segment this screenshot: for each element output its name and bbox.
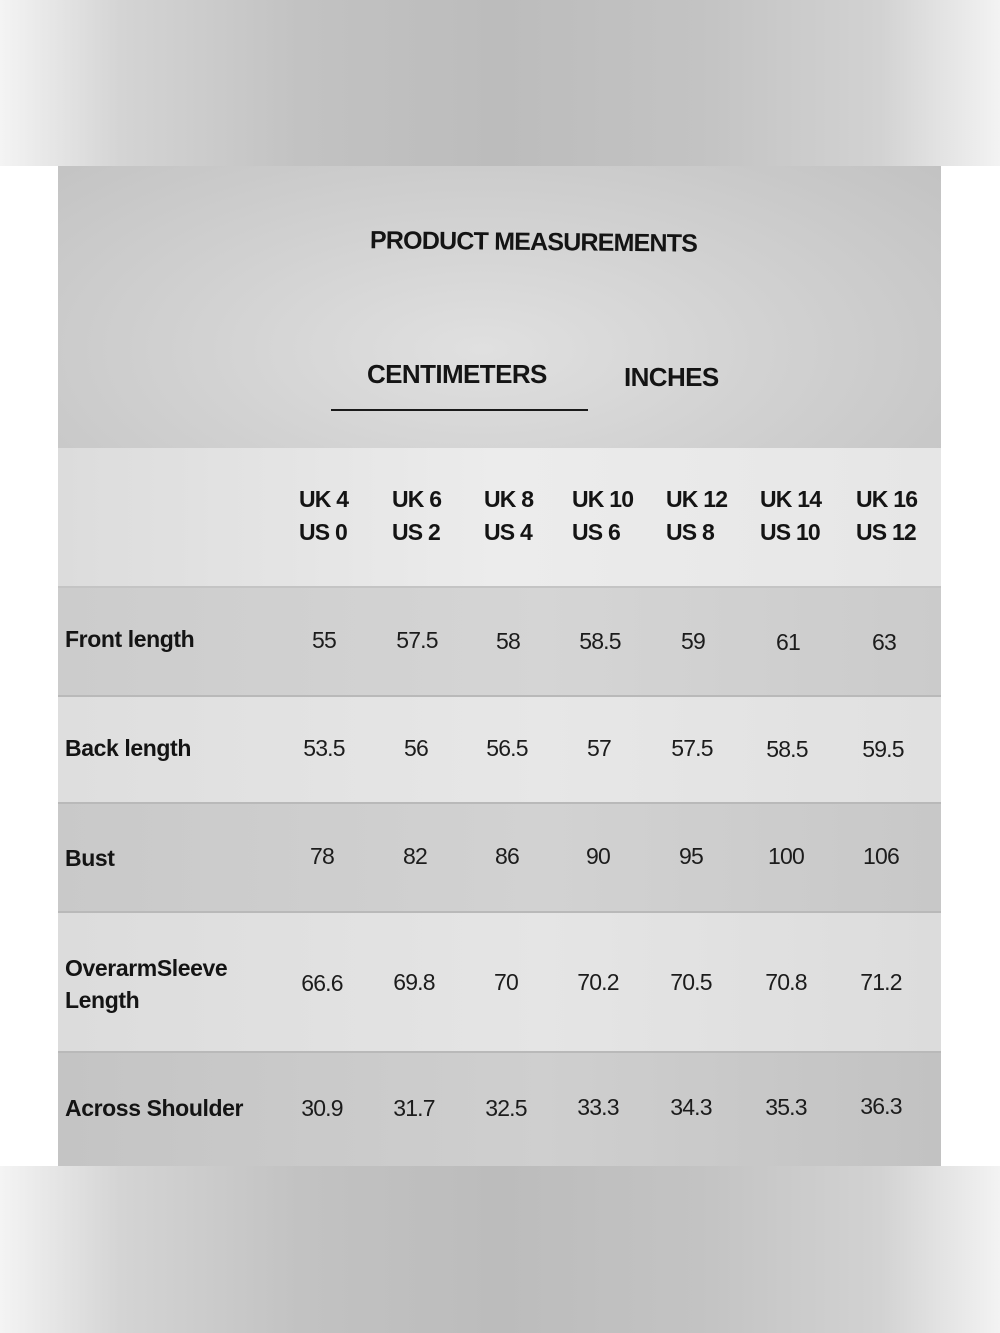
table-row xyxy=(58,913,941,1053)
size-column-uk8 xyxy=(484,483,584,549)
row-label-back-length: Back length xyxy=(65,735,191,761)
table-cell: 59 xyxy=(681,628,705,654)
size-us-label: US 8 xyxy=(666,519,714,545)
table-cell: 69.8 xyxy=(393,969,435,995)
table-row xyxy=(58,697,941,804)
size-uk-label: UK 8 xyxy=(484,486,534,512)
table-cell: 58 xyxy=(496,628,520,654)
table-row xyxy=(58,588,941,697)
table-cell: 63 xyxy=(872,629,896,655)
size-us-label: US 6 xyxy=(572,519,620,545)
table-cell: 78 xyxy=(310,843,334,869)
table-cell: 95 xyxy=(679,843,703,869)
table-cell: 36.3 xyxy=(860,1093,902,1119)
table-cell: 33.3 xyxy=(577,1094,619,1120)
table-cell: 31.7 xyxy=(393,1095,435,1121)
tab-centimeters[interactable]: CENTIMETERS xyxy=(367,359,547,389)
table-cell: 90 xyxy=(586,843,610,869)
table-cell: 71.2 xyxy=(860,969,902,995)
table-row xyxy=(58,804,941,913)
table-cell: 34.3 xyxy=(670,1094,712,1120)
row-label-bust: Bust xyxy=(65,845,115,871)
size-column-uk4 xyxy=(299,483,399,549)
size-us-label: US 0 xyxy=(299,519,347,545)
table-cell: 56 xyxy=(404,735,428,761)
size-column-uk6 xyxy=(392,483,492,549)
measurements-card xyxy=(58,166,941,1166)
table-cell: 82 xyxy=(403,843,427,869)
measurements-header xyxy=(58,166,941,448)
table-cell: 59.5 xyxy=(862,736,904,762)
row-label-across-shoulder: Across Shoulder xyxy=(65,1095,244,1121)
size-column-uk10 xyxy=(572,483,672,549)
size-column-uk12 xyxy=(666,483,766,549)
table-cell: 61 xyxy=(776,629,800,655)
size-uk-label: UK 14 xyxy=(760,486,822,512)
size-uk-label: UK 10 xyxy=(572,486,634,512)
table-cell: 35.3 xyxy=(765,1094,807,1120)
table-cell: 57.5 xyxy=(671,735,713,761)
table-cell: 70.5 xyxy=(670,969,712,995)
size-us-label: US 10 xyxy=(760,519,820,545)
table-cell: 57 xyxy=(587,735,611,761)
selected-tab-indicator xyxy=(331,409,588,411)
size-uk-label: UK 16 xyxy=(856,486,918,512)
table-cell: 66.6 xyxy=(301,970,343,996)
size-us-label: US 2 xyxy=(392,519,440,545)
table-cell: 70.8 xyxy=(765,969,807,995)
size-header-row xyxy=(58,448,941,588)
table-cell: 106 xyxy=(863,843,899,869)
size-column-uk16 xyxy=(856,483,941,549)
table-cell: 70 xyxy=(494,969,518,995)
row-label-front-length: Front length xyxy=(65,626,195,652)
table-cell: 58.5 xyxy=(579,628,621,654)
table-cell: 57.5 xyxy=(396,627,438,653)
size-us-label: US 12 xyxy=(856,519,916,545)
size-uk-label: UK 6 xyxy=(392,486,442,512)
tab-inches[interactable]: INCHES xyxy=(624,362,719,392)
size-uk-label: UK 4 xyxy=(299,486,349,512)
table-cell: 30.9 xyxy=(301,1095,343,1121)
table-cell: 70.2 xyxy=(577,969,619,995)
table-cell: 56.5 xyxy=(486,735,528,761)
table-row xyxy=(58,1053,941,1166)
page-title: PRODUCT MEASUREMENTS xyxy=(369,226,698,258)
size-uk-label: UK 12 xyxy=(666,486,728,512)
table-cell: 86 xyxy=(495,843,519,869)
table-cell: 100 xyxy=(768,843,804,869)
size-us-label: US 4 xyxy=(484,519,532,545)
blurred-background-top xyxy=(0,0,1000,166)
table-cell: 55 xyxy=(312,627,336,653)
row-label-overarm-sleeve-length: OverarmSleeve Length xyxy=(65,955,228,1013)
table-cell: 53.5 xyxy=(303,735,345,761)
size-column-uk14 xyxy=(760,483,860,549)
table-cell: 58.5 xyxy=(766,736,808,762)
table-cell: 32.5 xyxy=(485,1095,527,1121)
blurred-background-bottom xyxy=(0,1166,1000,1333)
